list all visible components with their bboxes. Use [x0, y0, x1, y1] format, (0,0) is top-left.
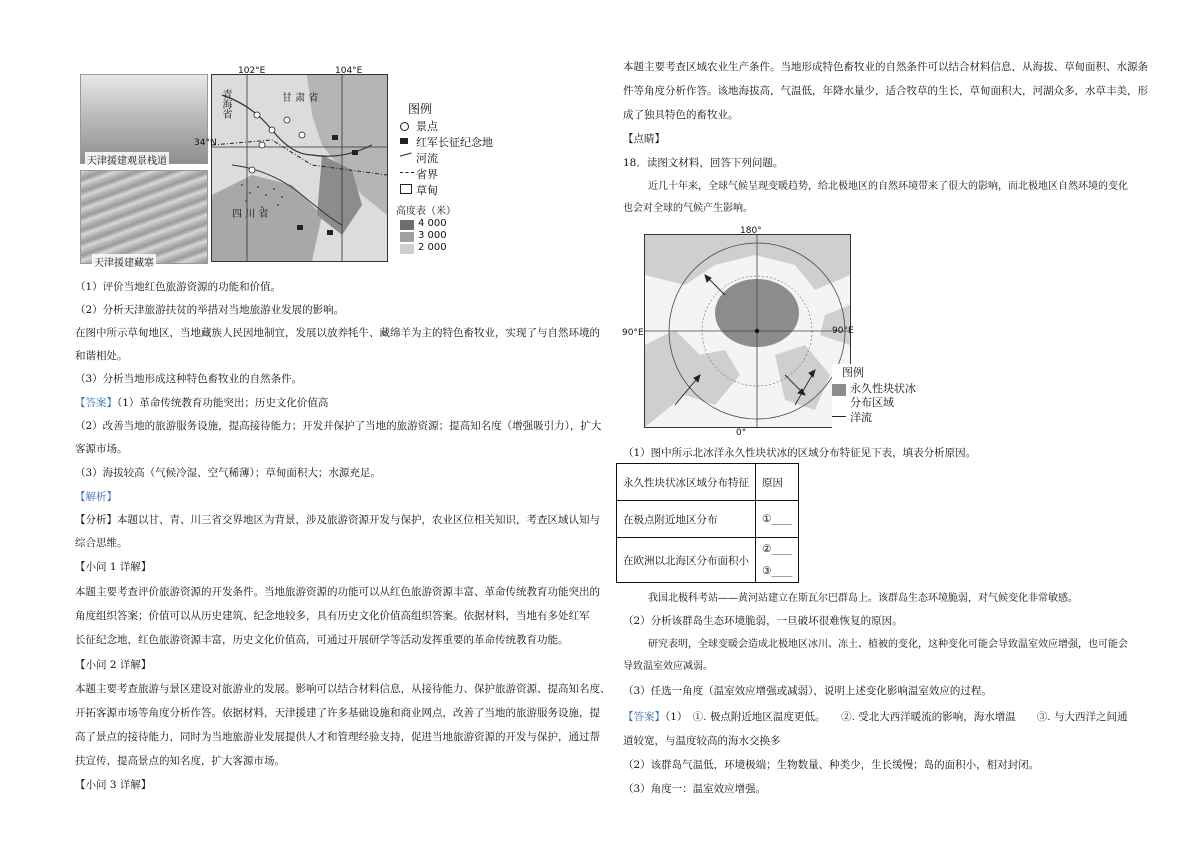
lon-label-102: 102°E [238, 66, 266, 76]
subq2-line-3: 高了景点的接待能力，同时为当地旅游业发展提供人才和管理经验支持，促进当地旅游资源的开发与保护，通过帮 [75, 731, 600, 743]
analysis-table [616, 463, 799, 583]
right-line-3: 成了独具特色的畜牧业。 [623, 109, 739, 121]
legend-item-boundary: 省界 [416, 168, 438, 181]
arctic-map [644, 234, 851, 428]
photo1-caption: 天津援建观景栈道 [85, 152, 169, 167]
elev-value-1: 4 000 [418, 218, 447, 229]
table-row [617, 501, 799, 538]
analysis-tag: 【解析】 [75, 491, 117, 503]
legend-item-meadow: 草甸 [416, 184, 438, 197]
elev-value-3: 2 000 [418, 242, 447, 253]
arctic-map-svg [645, 235, 850, 427]
question-3: （3）分析当地形成这种特色畜牧业的自然条件。 [75, 373, 303, 385]
scenic-spot-icon [400, 122, 409, 131]
answer-18-2: （2）该群岛气温低，环境极端；生物数量、种类少，生长缓慢；岛的面积小，相对封闭。 [623, 759, 1040, 771]
current-arrow-icon [832, 416, 846, 417]
region-map [211, 74, 388, 262]
answer-2: （2）改善当地的旅游服务设施，提高接待能力；开发并保护了当地的旅游资源；提高知名度（增强吸引力），扩大 [75, 420, 602, 432]
elev-swatch-3 [400, 244, 414, 254]
arctic-figure [622, 226, 922, 440]
elev-value-2: 3 000 [418, 230, 447, 241]
label-gansu: 甘 肃 省 [282, 93, 319, 104]
question-18: 18．读图文材料，回答下列问题。 [623, 157, 784, 169]
material-3-cont: 导致温室效应减弱。 [623, 661, 713, 672]
photo-tibetan-village [80, 170, 208, 264]
tips-heading: 【点睛】 [623, 133, 665, 145]
material-meadow: 在图中所示草甸地区，当地藏族人民因地制宜，发展以放养牦牛、藏绵羊为主的特色畜牧业，实现了与自然环境的 [75, 327, 600, 339]
table-cell-feature-2: 在欧洲以北海区分布面积小 [617, 538, 756, 583]
photo2-caption: 天津援建藏寨 [92, 254, 156, 269]
subq1-line-3: 长征纪念地，红色旅游资源丰富，历史文化价值高，可通过开展研学等活动发挥重要的革命传统教育功能。 [75, 634, 569, 646]
flag-icon [400, 138, 408, 144]
q18-2: （2）分析该群岛生态环境脆弱，一旦破坏很难恢复的原因。 [623, 615, 903, 627]
answer-3: （3）海拔较高（气候冷湿、空气稀薄）；草甸面积大；水源充足。 [75, 467, 381, 479]
arctic-lon-right: 90°E [832, 326, 854, 336]
blank-3[interactable]: ③____ [762, 565, 793, 577]
arctic-lon-180: 180° [740, 226, 762, 236]
question-2: （2）分析天津旅游扶贫的举措对当地旅游业发展的影响。 [75, 304, 345, 316]
map-legend [396, 96, 516, 266]
table-row [617, 464, 799, 501]
material-1-cont: 也会对全球的气候产生影响。 [623, 203, 753, 214]
elev-swatch-2 [400, 232, 414, 242]
ice-swatch [832, 384, 846, 396]
subq2-line-2: 开拓客源市场等角度分析作答。依据材料，天津援建了许多基础设施和商业网点，改善了当地的旅游服务设施，提 [75, 707, 600, 719]
arctic-lon-left: 90°E [622, 328, 644, 338]
lon-label-104: 104°E [335, 66, 363, 76]
table-row [617, 538, 799, 583]
label-sichuan: 四 川 省 [232, 209, 269, 220]
region-figure [80, 66, 520, 269]
question-1: （1）评价当地红色旅游资源的功能和价值。 [75, 281, 282, 293]
arctic-legend-current: 洋流 [850, 411, 872, 424]
answer-1: 【答案】（1）革命传统教育功能突出；历史文化价值高 [75, 397, 329, 409]
elevation-title: 高度表（米） [396, 206, 456, 217]
label-qinghai: 青海省 [220, 89, 231, 119]
answer-18-1: 【答案】（1） ①. 极点附近地区温度更低。 ②. 受北大西洋暖流的影响，海水增温 ③. 与大西洋之间通 [623, 711, 1128, 723]
answer-18-3: （3）角度一：温室效应增强。 [623, 783, 767, 795]
photo-viewing-boardwalk [80, 74, 208, 164]
table-header-feature: 永久性块状冰区域分布特征 [617, 464, 756, 501]
subq2-heading: 【小问 2 详解】 [75, 659, 152, 671]
answer-18-1-cont: 道较宽，与温度较高的海水交换多 [623, 735, 781, 747]
subq3-heading: 【小问 3 详解】 [75, 779, 152, 791]
q18-3: （3）任选一角度（温室效应增强或减弱），说明上述变化影响温室效应的过程。 [623, 685, 992, 697]
arctic-legend-ice-2: 分布区域 [850, 396, 894, 409]
arctic-lon-0: 0° [736, 428, 747, 438]
right-line-1: 本题主要考查区域农业生产条件。当地形成特色畜牧业的自然条件可以结合材料信息，从海拔、草甸面积、水源条 [623, 61, 1148, 73]
arctic-legend-ice-1: 永久性块状冰 [850, 382, 916, 395]
subq2-line-4: 扶宣传，提高景点的知名度，扩大客源市场。 [75, 755, 285, 767]
answer-tag-18: 【答案】 [623, 711, 665, 723]
analysis-line-2: 综合思维。 [75, 537, 128, 549]
lat-label-34: 34°N [194, 138, 217, 148]
legend-item-scenic: 景点 [416, 120, 438, 133]
arctic-legend-title: 图例 [842, 366, 864, 379]
boundary-icon [400, 172, 414, 173]
subq1-line-1: 本题主要考查评价旅游资源的开发条件。当地旅游资源的功能可以从红色旅游资源丰富、革命传统教育功能突出的 [75, 586, 600, 598]
table-cell-reason-1[interactable]: ①____ [756, 501, 799, 538]
legend-item-river: 河流 [416, 152, 438, 165]
river-icon [400, 152, 412, 158]
table-header-reason: 原因 [756, 464, 799, 501]
legend-item-memorial: 红军长征纪念地 [416, 136, 493, 149]
material-3: 研究表明，全球变暖会造成北极地区冰川、冻土、植被的变化，这种变化可能会导致温室效应增强，也可能会 [648, 639, 1128, 650]
table-cell-reason-2 [756, 538, 799, 583]
subq1-line-2: 角度组织答案；价值可以从历史建筑、纪念地较多，具有历史文化价值高组织答案。依据材料，当地有多处红军 [75, 610, 590, 622]
subq2-line-1: 本题主要考查旅游与景区建设对旅游业的发展。影响可以结合材料信息，从接待能力、保护旅游资源、提高知名度、 [75, 683, 611, 695]
right-line-2: 件等角度分析作答。该地海拔高，气温低，年降水量少，适合牧草的生长，草甸面积大，河湖众多，水草丰美，形 [623, 85, 1148, 97]
analysis-line-1: 【分析】本题以甘、青、川三省交界地区为背景，涉及旅游资源开发与保护，农业区位相关知识，考查区域认知与 [75, 514, 600, 526]
blank-2[interactable]: ②____ [762, 543, 793, 555]
elev-swatch-1 [400, 220, 414, 230]
answer-2-cont: 客源市场。 [75, 443, 128, 455]
material-meadow-cont: 和谐相处。 [75, 350, 128, 362]
material-2: 我国北极科考站——黄河站建立在斯瓦尔巴群岛上。该群岛生态环境脆弱，对气候变化非常敏感。 [648, 593, 1078, 604]
table-cell-feature-1: 在极点附近地区分布 [617, 501, 756, 538]
subq1-heading: 【小问 1 详解】 [75, 561, 152, 573]
meadow-icon [400, 184, 412, 194]
arctic-legend [832, 364, 922, 430]
material-1: 近几十年来，全球气候呈现变暖趋势，给北极地区的自然环境带来了很大的影响，而北极地区自然环境的变化 [648, 181, 1128, 192]
q18-1: （1）图中所示北冰洋永久性块状冰的区域分布特征见下表，填表分析原因。 [623, 447, 977, 459]
answer-tag: 【答案】 [75, 397, 117, 409]
legend-title: 图例 [408, 102, 433, 116]
